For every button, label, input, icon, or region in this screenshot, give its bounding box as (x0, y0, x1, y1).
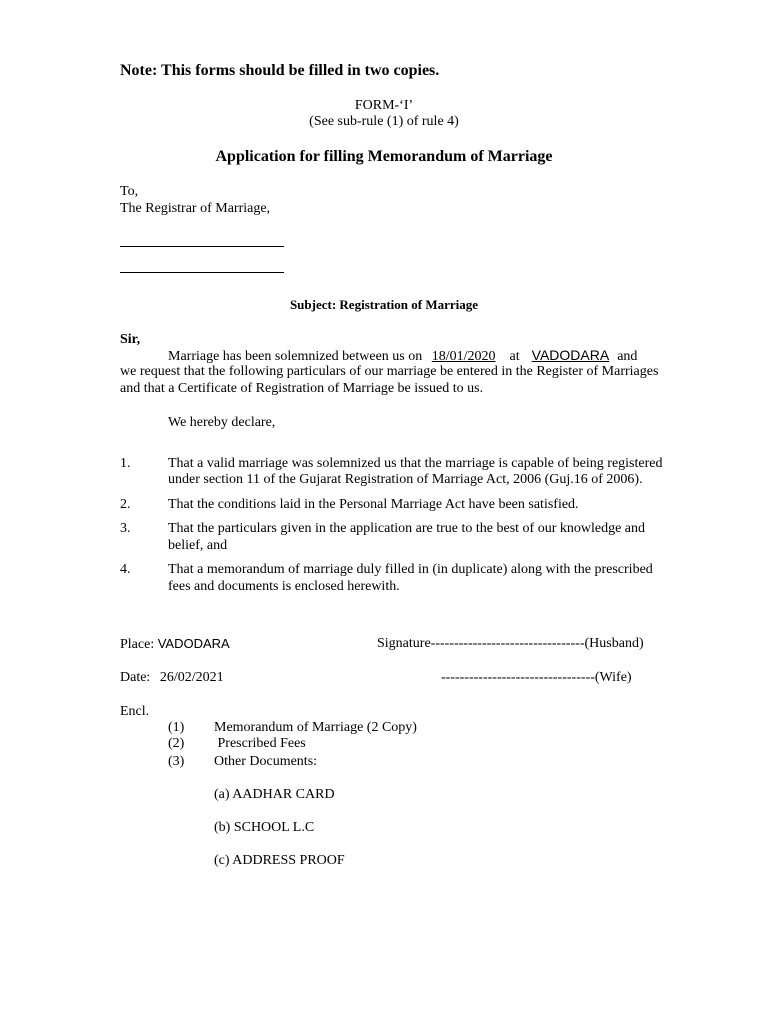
declaration-4-line-2: fees and documents is enclosed herewith. (168, 579, 400, 594)
date-value: 26/02/2021 (159, 670, 224, 685)
subject-line: Subject: Registration of Marriage (289, 297, 479, 312)
to-line: To, (120, 184, 139, 199)
husband-signature-line: Signature---------------------------------(Husband) (377, 636, 644, 651)
marriage-place-field: VADODARA (531, 347, 610, 363)
document-item-school-lc: (b) SCHOOL L.C (214, 820, 315, 835)
declaration-number-3: 3. (120, 521, 131, 536)
salutation: Sir, (120, 332, 141, 347)
page-title: Application for filling Memorandum of Marriage (215, 148, 553, 165)
form-title: FORM-‘I’ (354, 98, 414, 113)
declaration-4-line-1: That a memorandum of marriage duly filled in (in duplicate) along with the prescribed (168, 562, 653, 577)
declaration-1-line-1: That a valid marriage was solemnized us that the marriage is capable of being registered (168, 456, 663, 471)
declaration-1-line-2: under section 11 of the Gujarat Registration of Marriage Act, 2006 (Guj.16 of 2006). (168, 472, 643, 487)
document-item-aadhar: (a) AADHAR CARD (214, 787, 335, 802)
place-value: VADODARA (157, 636, 230, 651)
body-line-3: and that a Certificate of Registration of Marriage be issued to us. (120, 381, 484, 396)
note-text: Note: This forms should be filled in two copies. (120, 62, 440, 79)
declaration-number-2: 2. (120, 497, 131, 512)
place-label: Place: (120, 637, 155, 652)
enclosure-number-3: (3) (168, 754, 185, 769)
declaration-3-line-2: belief, and (168, 538, 228, 553)
form-rule: (See sub-rule (1) of rule 4) (309, 114, 459, 129)
address-blank-line-2[interactable] (120, 272, 284, 273)
enclosure-number-2: (2) (168, 736, 185, 751)
document-item-address-proof: (c) ADDRESS PROOF (214, 853, 345, 868)
date-row (120, 670, 224, 686)
body-text-c: and (617, 349, 638, 364)
address-blank-line-1[interactable] (120, 246, 284, 247)
marriage-date-field: 18/01/2020 (431, 349, 496, 364)
declaration-3-line-1: That the particulars given in the application are true to the best of our knowledge and (168, 521, 646, 536)
wife-signature-line: ---------------------------------(Wife) (441, 670, 632, 685)
enclosure-number-1: (1) (168, 720, 185, 735)
declaration-2-line-1: That the conditions laid in the Personal Marriage Act have been satisfied. (168, 497, 579, 512)
enclosure-text-3: Other Documents: (214, 754, 318, 769)
body-text-b: at (509, 349, 520, 364)
registrar-line: The Registrar of Marriage, (120, 201, 271, 216)
body-text-a: Marriage has been solemnized between us on (168, 349, 426, 364)
place-row (120, 636, 230, 653)
enclosure-text-2: Prescribed Fees (214, 736, 306, 751)
body-line-1 (168, 347, 637, 365)
enclosure-text-1: Memorandum of Marriage (2 Copy) (214, 720, 417, 735)
enclosures-label: Encl. (120, 704, 150, 719)
declare-line: We hereby declare, (168, 415, 276, 430)
date-label: Date: (120, 670, 151, 685)
declaration-number-4: 4. (120, 562, 131, 577)
declaration-number-1: 1. (120, 456, 131, 471)
body-line-2: we request that the following particulars of our marriage be entered in the Register of Marriages (120, 364, 659, 379)
